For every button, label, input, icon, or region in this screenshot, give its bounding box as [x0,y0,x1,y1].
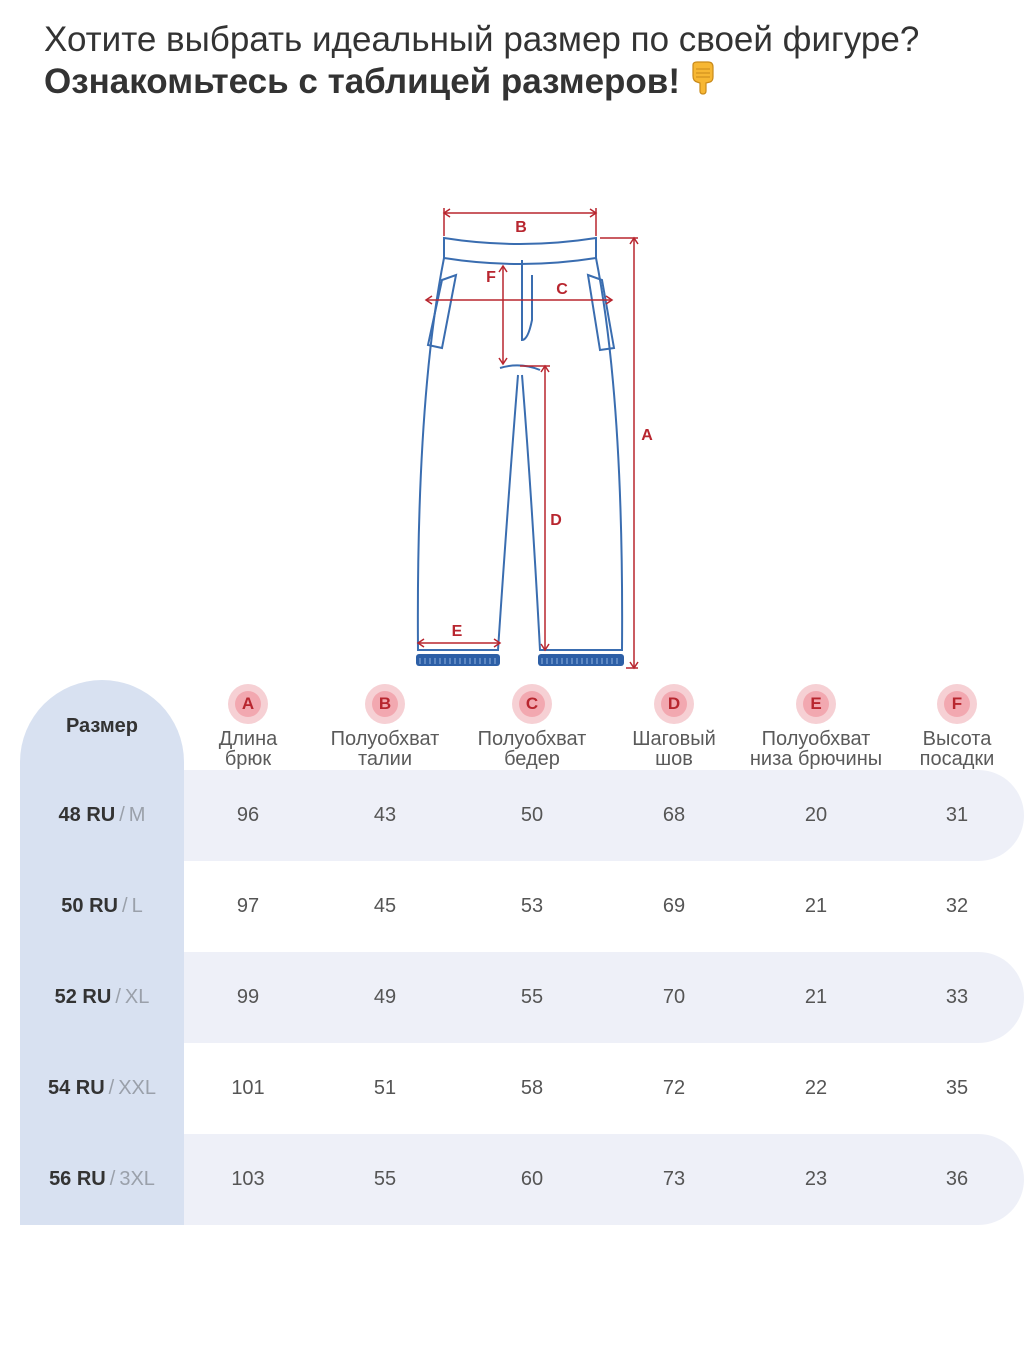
column-header-d [594,684,754,769]
diagram-label-f: F [486,269,496,286]
letter-badge-e: E [796,684,836,724]
table-cell: 99 [236,986,260,1008]
table-cell: 97 [236,895,260,917]
heading-call-to-action [44,60,1004,106]
diagram-label-b: B [515,219,527,236]
cuff-left [416,654,500,666]
letter-badge-a: A [228,684,268,724]
pants-measurement-diagram [400,200,670,675]
table-cell: 51 [373,1077,397,1099]
column-title-line2: брюк [224,748,272,770]
size-label-52: 52 RU / XL [54,986,150,1008]
diagram-label-d: D [550,512,562,529]
table-cell: 73 [662,1168,686,1190]
diagram-label-e: E [451,623,463,640]
table-cell: 69 [662,895,686,917]
column-title-line1: Полуобхват [330,728,440,750]
column-title-line1: Высота [922,728,992,750]
column-header-a [168,684,328,769]
letter-badge-d: D [654,684,694,724]
table-cell: 20 [804,804,828,826]
diagram-label-a: A [641,427,653,444]
pointing-down-hand-icon [688,61,718,106]
column-title-line2: шов [655,748,693,770]
table-cell: 55 [373,1168,397,1190]
column-title-line2: талии [357,748,413,770]
column-title-line1: Длина [218,728,278,750]
column-title-line2: посадки [919,748,995,770]
column-header-c [452,684,612,769]
column-title-line1: Полуобхват [477,728,587,750]
column-title-line1: Шаговый [632,728,716,750]
column-header-e [736,684,896,769]
table-cell: 70 [662,986,686,1008]
size-label-56: 56 RU / 3XL [49,1168,155,1190]
letter-badge-f: F [937,684,977,724]
table-cell: 72 [662,1077,686,1099]
column-title-line2: низа брючины [749,748,883,770]
table-cell: 45 [373,895,397,917]
table-cell: 68 [662,804,686,826]
letter-badge-b: B [365,684,405,724]
column-header-b [305,684,465,769]
table-cell: 33 [945,986,969,1008]
table-cell: 22 [804,1077,828,1099]
table-cell: 32 [945,895,969,917]
table-cell: 21 [804,895,828,917]
size-column-header: Размер [65,715,139,737]
table-cell: 49 [373,986,397,1008]
heading-question: Хотите выбрать идеальный размер по своей фигуре? [44,20,920,59]
table-cell: 96 [236,804,260,826]
table-cell: 36 [945,1168,969,1190]
table-cell: 35 [945,1077,969,1099]
column-title-line2: бедер [504,748,560,770]
heading-call-to-action-text: Ознакомьтесь с таблицей размеров! [44,62,680,101]
table-cell: 21 [804,986,828,1008]
cuff-right [538,654,624,666]
table-cell: 43 [373,804,397,826]
diagram-label-c: C [556,281,568,298]
letter-badge-c: C [512,684,552,724]
size-label-50: 50 RU / L [61,895,143,917]
table-cell: 31 [945,804,969,826]
table-cell: 101 [231,1077,265,1099]
size-label-48: 48 RU / M [58,804,146,826]
table-cell: 55 [520,986,544,1008]
column-title-line1: Полуобхват [761,728,871,750]
column-header-f [877,684,1024,769]
table-cell: 50 [520,804,544,826]
table-cell: 23 [804,1168,828,1190]
table-cell: 60 [520,1168,544,1190]
table-cell: 58 [520,1077,544,1099]
table-cell: 103 [231,1168,265,1190]
page-heading [44,20,1004,106]
size-label-54: 54 RU / XXL [47,1077,157,1099]
table-cell: 53 [520,895,544,917]
